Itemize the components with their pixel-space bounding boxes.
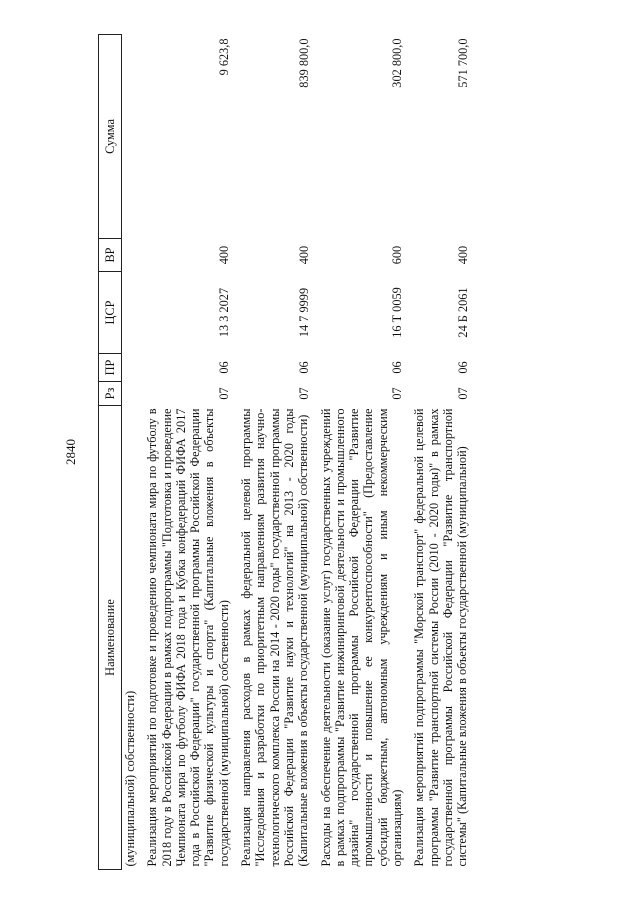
table-row [233, 35, 312, 870]
row-rz: 07 [296, 387, 311, 400]
row-pr: 06 [455, 361, 470, 374]
row-vr: 600 [390, 245, 405, 265]
row-vr: 400 [455, 245, 470, 265]
row-name: Реализация мероприятий подпрограммы "Морской транспорт" федеральной целевой программы "Развитие транспортной системы России (2010 - 2020 годы)" в рамках государственной программы Российской Федерации "Развитие транспортной системы" (Капитальные вложения в объекты государственной (муниципальной) [412, 408, 470, 867]
row-rz: 07 [455, 387, 470, 400]
row-pr: 06 [217, 361, 232, 374]
table-row [313, 35, 407, 870]
row-rz: 07 [217, 387, 232, 400]
continuation-text: (муниципальной) собственности) [123, 690, 137, 867]
row-csr: 16 Т 0059 [390, 287, 405, 338]
header-pr: ПР [99, 354, 122, 382]
row-sum: 302 800,0 [390, 38, 405, 88]
table-row [139, 35, 233, 870]
row-rz: 07 [390, 387, 405, 400]
header-csr: ЦСР [99, 272, 122, 354]
row-name: Реализация направления расходов в рамках федеральной целевой программы "Исследования и разработки по приоритетным направлениям развития научно-технологического комплекса России на 2014 - 2020 годы" государственной программы Российской Федерации "Развитие науки и технологий" на 2013 - 2020 годы (Капитальные вложения в объекты государственной (муниципальной) собственности) [239, 408, 311, 867]
row-pr: 06 [390, 361, 405, 374]
row-csr: 24 Б 2061 [455, 287, 470, 338]
header-name: Наименование [99, 406, 122, 870]
row-name: Расходы на обеспечение деятельности (оказание услуг) государственных учреждений в рамках подпрограммы "Развитие инжиниринговой деятельности и промышленного дизайна" государственной программы Российской Федерации "Развитие промышленности и повышение ее конкурентоспособности" (Предоставление субсидий бюджетным, автономным учреждениям и иным некоммерческим организациям) [318, 408, 405, 867]
row-csr: 14 7 9999 [296, 287, 311, 338]
row-sum: 9 623,8 [217, 38, 232, 76]
row-vr: 400 [217, 245, 232, 265]
header-rz: Рз [99, 382, 122, 406]
row-name: Реализация мероприятий по подготовке и проведению чемпионата мира по футболу в 2018 году в Российской Федерации в рамках подпрограммы "Подготовка и проведение Чемпионата мира по футболу ФИФА 2018 года и Кубка конфедераций ФИФА 2017 года в Российской Федерации" государственной программы Российской Федерации "Развитие физической культуры и спорта" (Капитальные вложения в объекты государственной (муниципальной) собственности) [145, 408, 231, 867]
row-vr: 400 [296, 245, 311, 265]
row-sum: 571 700,0 [455, 38, 470, 88]
row-pr: 06 [296, 361, 311, 374]
continuation-row [122, 35, 140, 870]
rotated-page-content [98, 35, 606, 870]
row-csr: 13 3 2027 [217, 287, 232, 338]
budget-table [98, 34, 472, 870]
header-sum: Сумма [99, 35, 122, 239]
table-row [406, 35, 471, 870]
header-vr: ВР [99, 239, 122, 272]
page-number: 2840 [63, 439, 78, 465]
table-header-row [99, 35, 122, 870]
row-sum: 839 800,0 [296, 38, 311, 88]
